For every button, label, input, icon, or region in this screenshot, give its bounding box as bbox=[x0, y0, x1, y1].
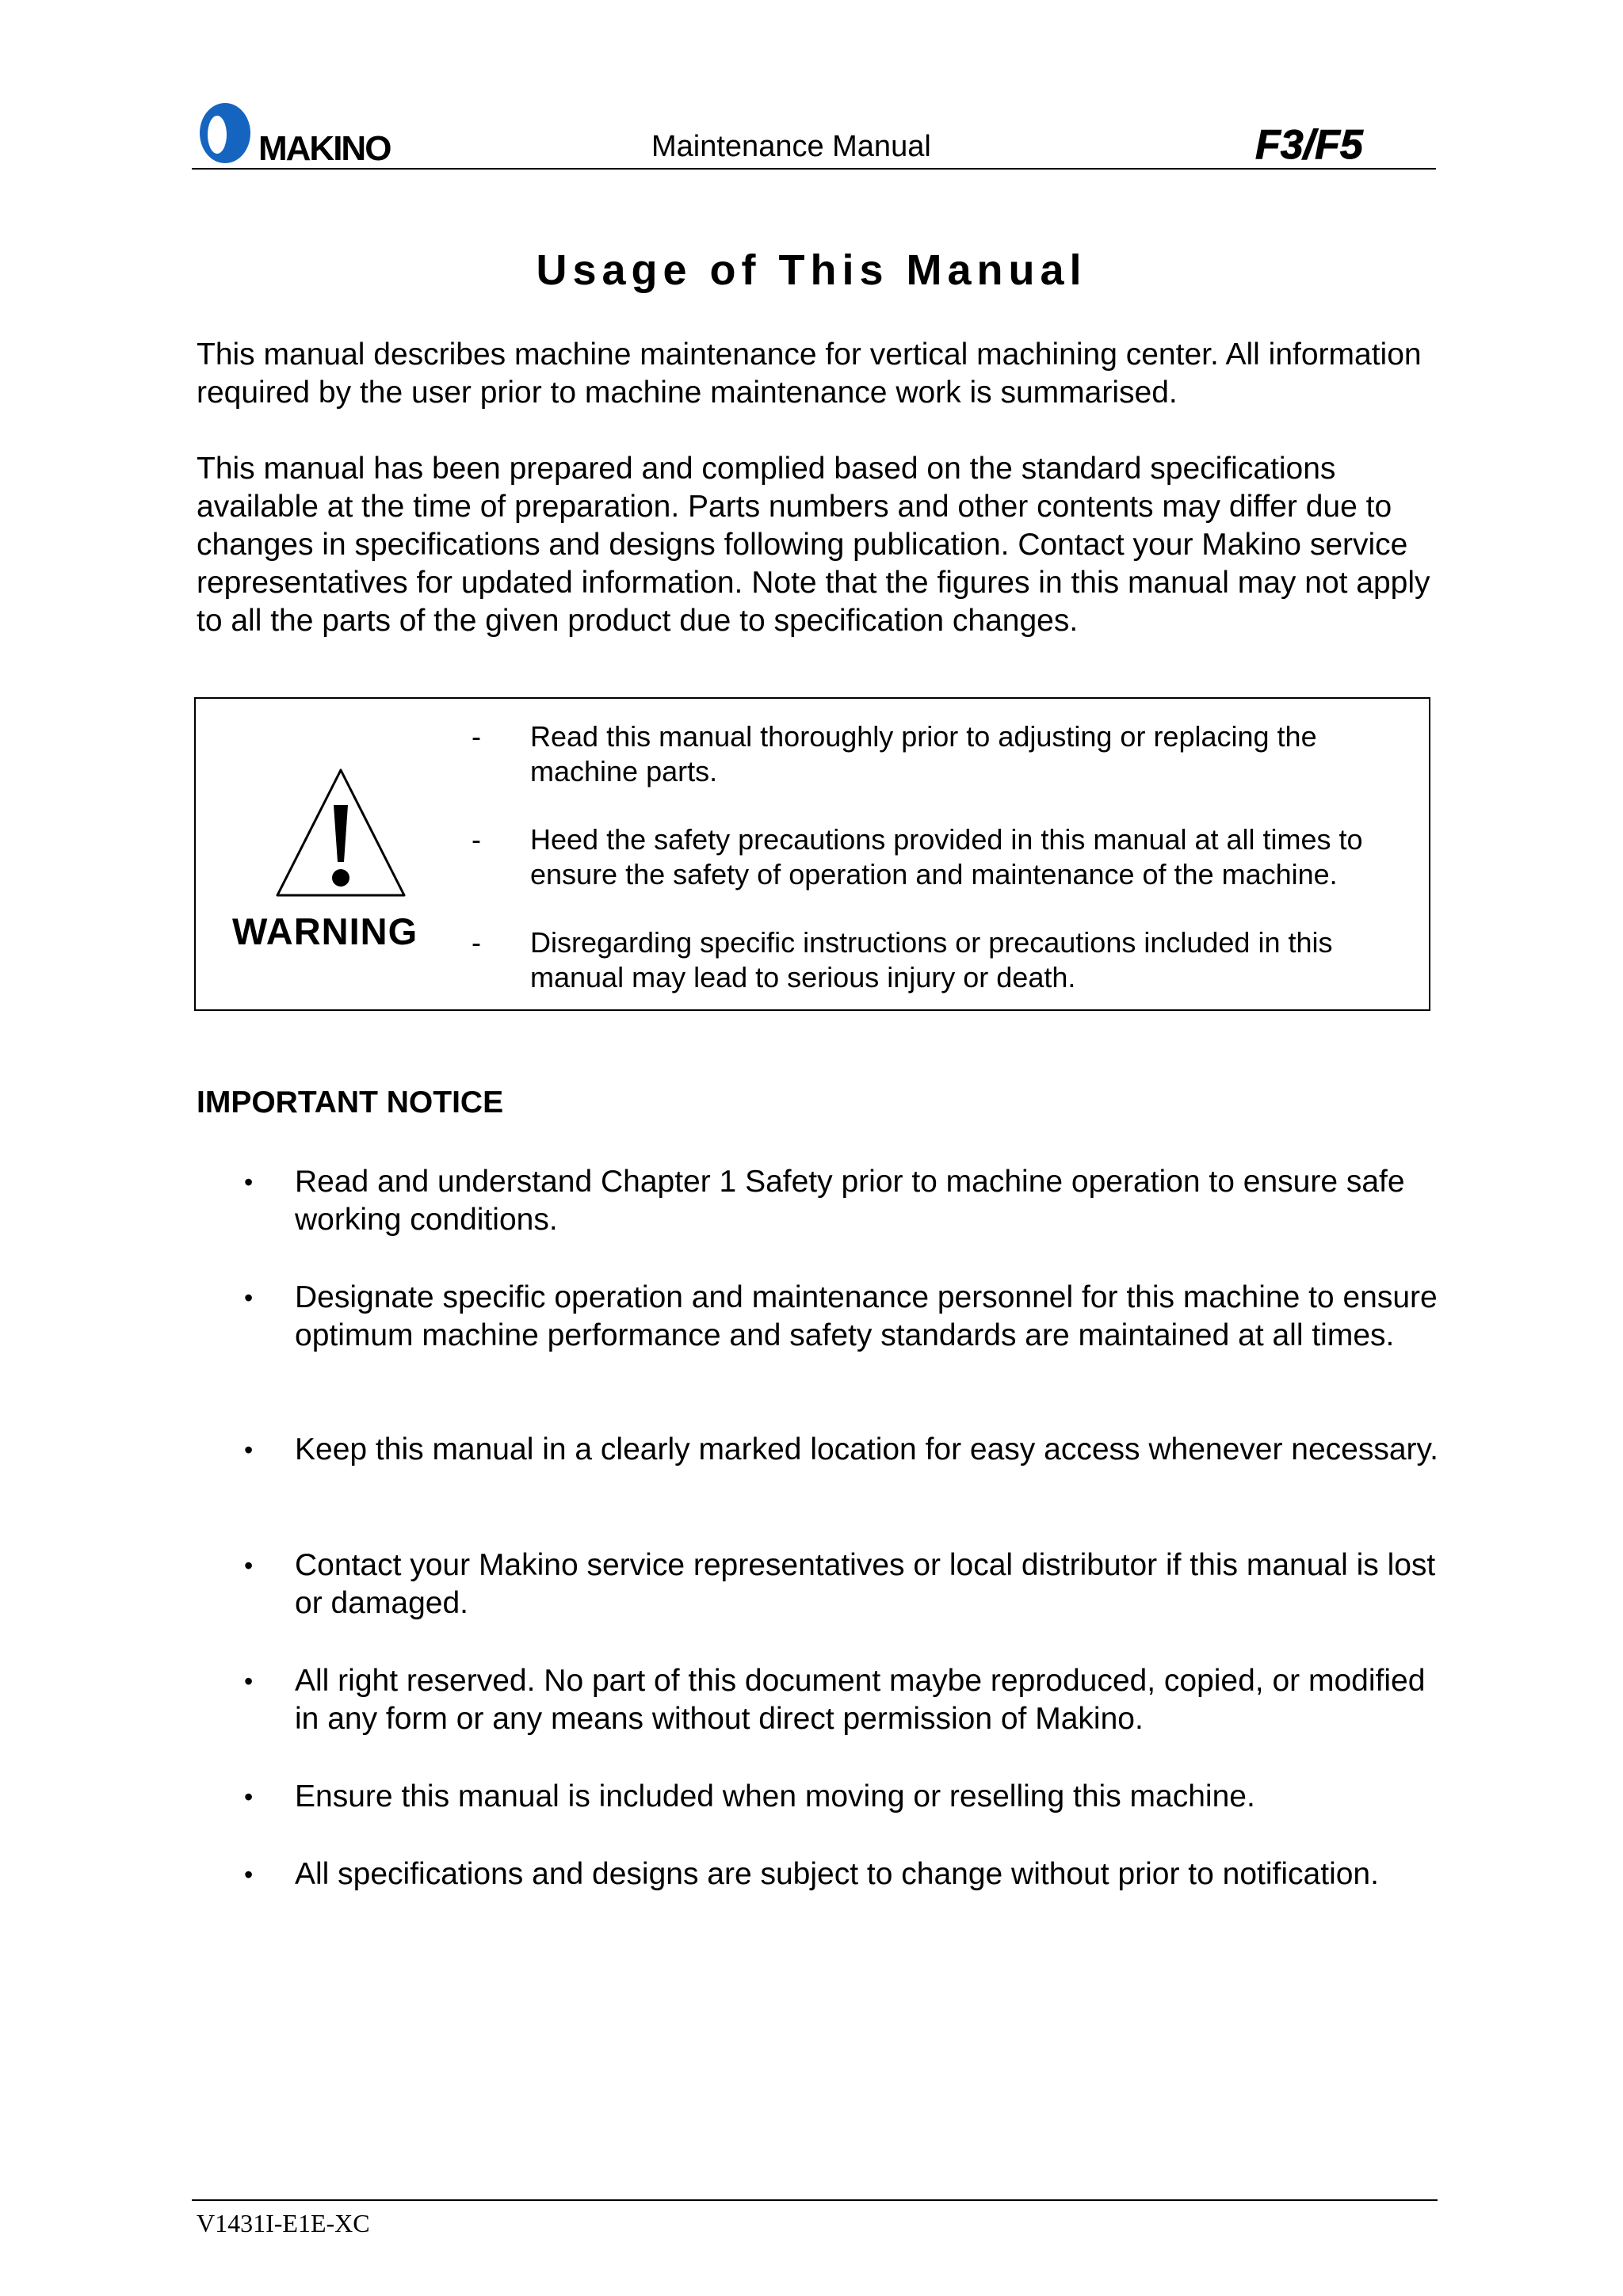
warning-triangle-icon bbox=[273, 765, 408, 904]
warning-text: Disregarding specific instructions or precautions included in this manual may lead to serious injury or death. bbox=[530, 926, 1333, 994]
notice-text: All specifications and designs are subject to change without prior to notification. bbox=[295, 1857, 1379, 1891]
model-logo bbox=[1254, 125, 1404, 163]
makino-logo bbox=[195, 98, 390, 166]
bullet: • bbox=[244, 1860, 254, 1889]
bullet: • bbox=[244, 1551, 254, 1580]
notice-text: Ensure this manual is included when moving or reselling this machine. bbox=[295, 1779, 1255, 1814]
bullet: • bbox=[244, 1168, 254, 1196]
footer-divider bbox=[192, 2199, 1438, 2201]
makino-logo-mark bbox=[195, 98, 255, 166]
warning-text: Heed the safety precautions provided in this manual at all times to ensure the safety of operation and maintenance of the machine. bbox=[530, 823, 1363, 891]
bullet: • bbox=[244, 1667, 254, 1695]
notice-text: Designate specific operation and maintenance personnel for this machine to ensure optimum machine performance and safety standards are maintained at all times. bbox=[295, 1280, 1438, 1352]
warning-dash: - bbox=[472, 720, 481, 753]
notice-text: Read and understand Chapter 1 Safety prior to machine operation to ensure safe working conditions. bbox=[295, 1165, 1405, 1237]
notice-text: Keep this manual in a clearly marked location for easy access whenever necessary. bbox=[295, 1432, 1438, 1466]
bullet: • bbox=[244, 1283, 254, 1312]
header-title: Maintenance Manual bbox=[651, 130, 931, 163]
document-code: V1431I-E1E-XC bbox=[197, 2209, 370, 2237]
model-badge bbox=[1254, 125, 1404, 167]
warning-label: WARNING bbox=[232, 910, 418, 952]
bullet: • bbox=[244, 1436, 254, 1464]
model-text: F3/F5 bbox=[1255, 125, 1363, 163]
brand-name: MAKINO bbox=[258, 129, 391, 168]
notice-text: All right reserved. No part of this document maybe reproduced, copied, or modified in any form or any means without direct permission of Makino. bbox=[295, 1664, 1426, 1736]
warning-dash: - bbox=[472, 823, 481, 856]
warning-box bbox=[194, 697, 1430, 1011]
preparation-paragraph: This manual has been prepared and complied based on the standard specifications available at the time of preparation. Parts numbers and other contents may differ due to changes in specifications and designs following publication. Contact your Makino service representatives for updated information. Note that the figures in this manual may not apply to all the parts of the given product due to specification changes. bbox=[197, 452, 1430, 638]
bullet: • bbox=[244, 1783, 254, 1811]
notice-heading: IMPORTANT NOTICE bbox=[197, 1085, 504, 1119]
warning-text: Read this manual thoroughly prior to adjusting or replacing the machine parts. bbox=[530, 720, 1317, 788]
notice-text: Contact your Makino service representatives or local distributor if this manual is lost or damaged. bbox=[295, 1548, 1436, 1620]
warning-dash: - bbox=[472, 926, 481, 959]
intro-paragraph: This manual describes machine maintenance for vertical machining center. All information required by the user prior to machine maintenance work is summarised. bbox=[197, 338, 1422, 410]
page-title: Usage of This Manual bbox=[536, 246, 1087, 294]
header-divider bbox=[192, 168, 1436, 170]
